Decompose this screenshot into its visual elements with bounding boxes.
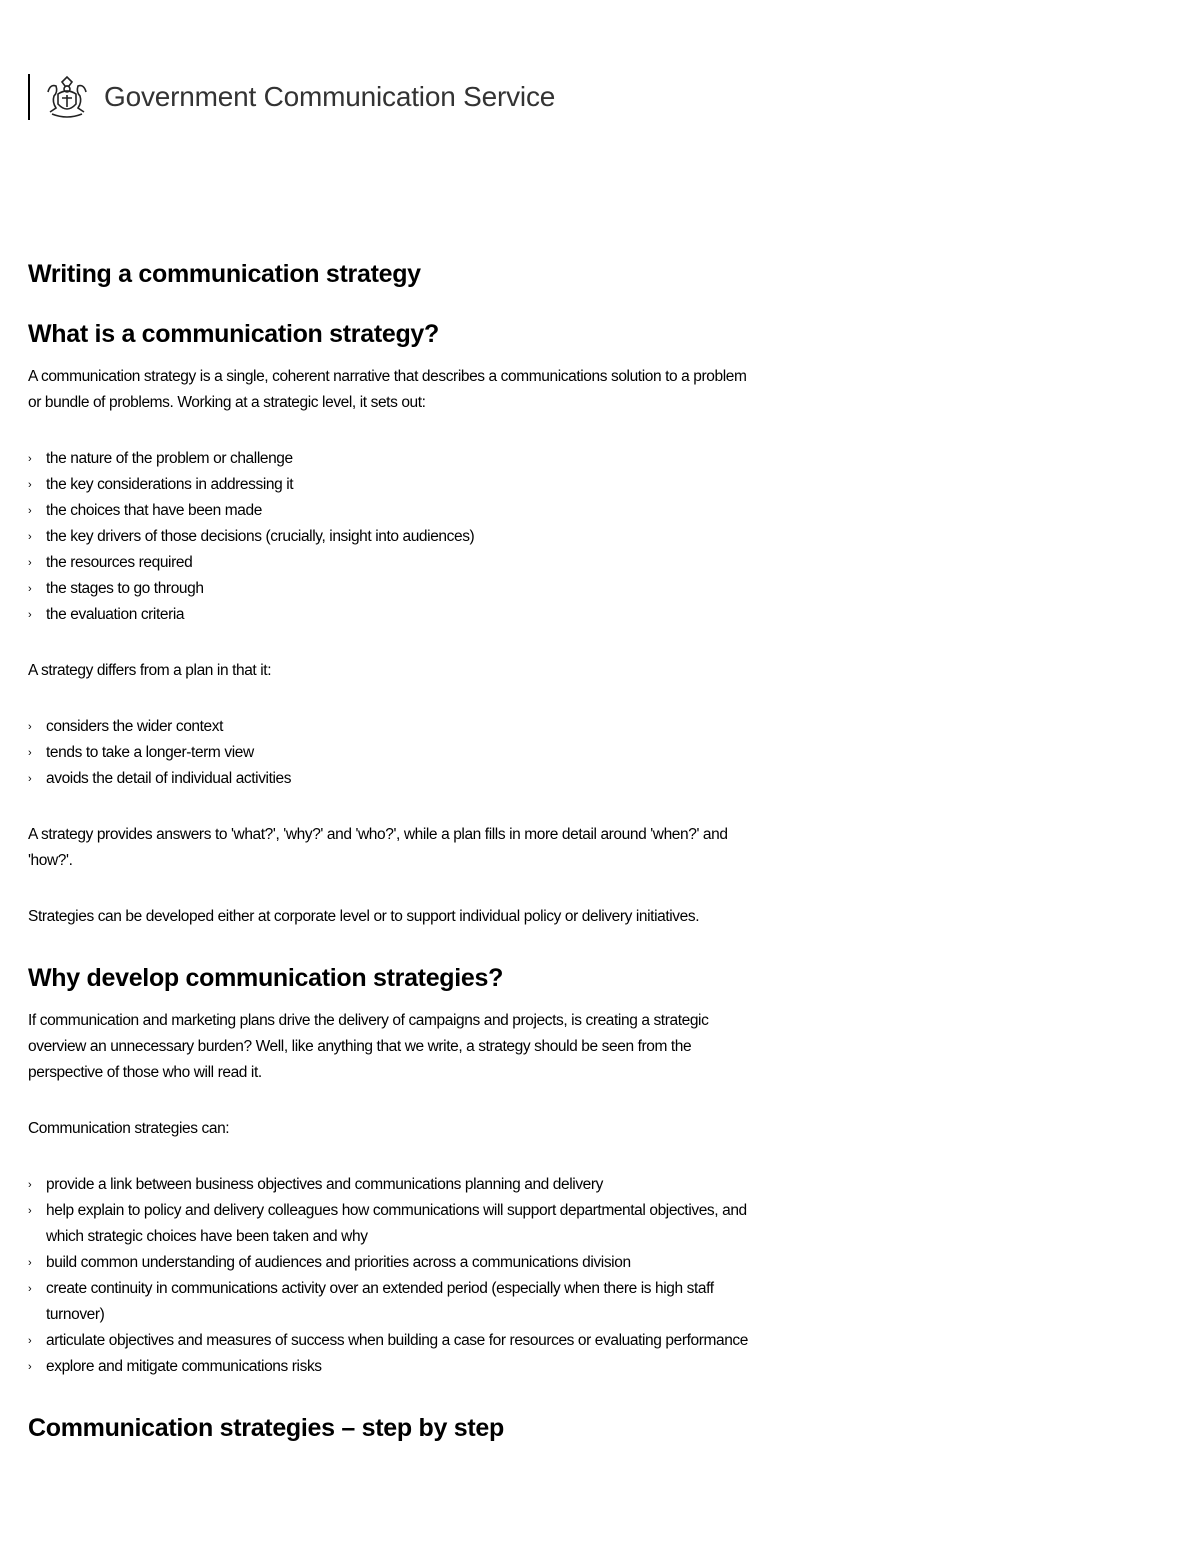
list-strategy-benefits [28,1172,758,1380]
chevron-right-icon: › [28,505,32,517]
list-item: › the resources required [28,550,758,576]
list-item: › considers the wider context [28,714,758,740]
chevron-right-icon: › [28,747,32,759]
list-item: › avoids the detail of individual activities [28,766,758,792]
royal-coat-of-arms-icon [40,74,94,120]
list-item: › build common understanding of audiences and priorities across a communications division [28,1250,758,1276]
list-strategy-differences [28,714,758,792]
chevron-right-icon: › [28,557,32,569]
list-item: › the key considerations in addressing it [28,472,758,498]
chevron-right-icon: › [28,531,32,543]
header-divider [28,74,30,120]
section-heading-what-is: What is a communication strategy? [28,320,440,348]
list-item: › the stages to go through [28,576,758,602]
paragraph-why: If communication and marketing plans drive the delivery of campaigns and projects, is creating a strategic overview an unnecessary burden? Well, like anything that we write, a strategy should be seen from the perspective of those who will read it. [28,1012,709,1081]
list-item: › help explain to policy and delivery colleagues how communications will support departmental objectives, and which strategic choices have been taken and why [28,1198,758,1250]
document-body [28,256,758,1458]
list-strategy-contents [28,446,758,628]
paragraph-answers: A strategy provides answers to 'what?', 'why?' and 'who?', while a plan fills in more detail around 'when?' and 'how?'. [28,826,728,869]
list-item: › the key drivers of those decisions (crucially, insight into audiences) [28,524,758,550]
chevron-right-icon: › [28,1257,32,1269]
paragraph-can: Communication strategies can: [28,1120,230,1137]
page-title: Writing a communication strategy [28,260,421,288]
organisation-name: Government Communication Service [104,81,556,112]
chevron-right-icon: › [28,721,32,733]
list-item: › explore and mitigate communications risks [28,1354,758,1380]
chevron-right-icon: › [28,1361,32,1373]
list-item: › tends to take a longer-term view [28,740,758,766]
chevron-right-icon: › [28,479,32,491]
paragraph-differs: A strategy differs from a plan in that it: [28,662,272,679]
chevron-right-icon: › [28,583,32,595]
section-heading-why-develop: Why develop communication strategies? [28,964,504,992]
chevron-right-icon: › [28,1179,32,1191]
paragraph-levels: Strategies can be developed either at corporate level or to support individual policy or delivery initiatives. [28,908,700,925]
chevron-right-icon: › [28,1283,32,1295]
chevron-right-icon: › [28,1335,32,1347]
list-item: › the nature of the problem or challenge [28,446,758,472]
chevron-right-icon: › [28,609,32,621]
paragraph-definition: A communication strategy is a single, coherent narrative that describes a communications solution to a problem or bundle of problems. Working at a strategic level, it sets out: [28,368,747,411]
list-item: › create continuity in communications activity over an extended period (especially when there is high staff turnover) [28,1276,758,1328]
list-item: › the evaluation criteria [28,602,758,628]
page-header [28,74,555,120]
section-heading-step-by-step: Communication strategies – step by step [28,1414,504,1442]
chevron-right-icon: › [28,773,32,785]
list-item: › provide a link between business objectives and communications planning and delivery [28,1172,758,1198]
chevron-right-icon: › [28,1205,32,1217]
list-item: › articulate objectives and measures of success when building a case for resources or evaluating performance [28,1328,758,1354]
list-item: › the choices that have been made [28,498,758,524]
chevron-right-icon: › [28,453,32,465]
